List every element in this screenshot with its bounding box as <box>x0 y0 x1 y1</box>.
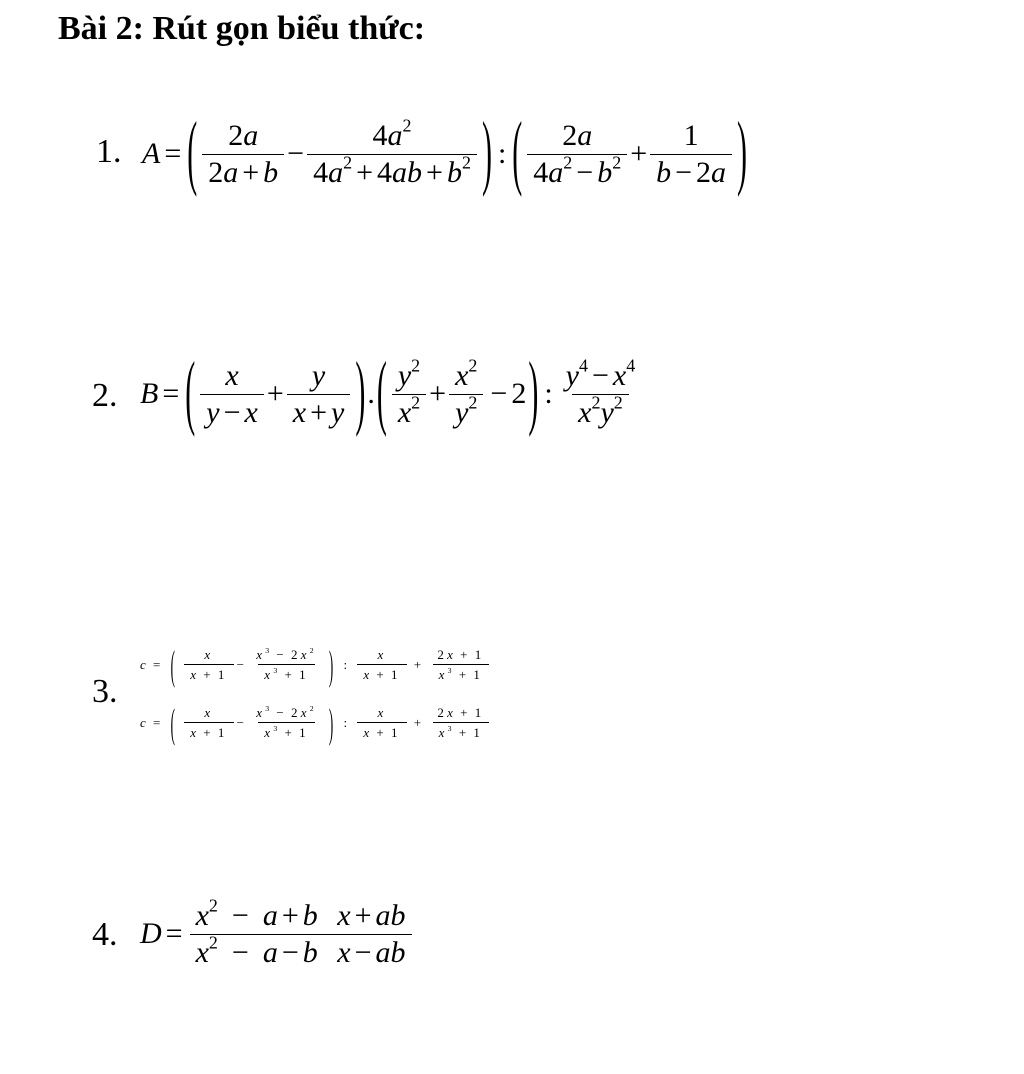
right-paren: ) <box>528 346 539 439</box>
problem-2-number: 2. <box>92 377 118 414</box>
fraction-y-over-x-plus-y: $\frac{y}{x + y}$ <box>287 361 351 428</box>
equals-sign: = <box>164 137 182 170</box>
variable-c-label: c <box>140 656 150 672</box>
plus-sign: + <box>413 656 425 672</box>
constant-two: 2 <box>511 377 527 410</box>
fraction-x2-over-y2: $\frac{x^2}{y^2}$ <box>449 361 483 428</box>
equals-sign: = <box>162 377 180 410</box>
fraction-2a-over-2a-plus-b: $\frac{2a}{2a + b}$ <box>202 121 284 188</box>
equals-sign: = <box>153 714 164 730</box>
minus-sign: − <box>490 377 508 410</box>
fraction-x-over-x-plus-1-second: $\frac{x}{x + 1}$ <box>357 706 406 739</box>
right-paren: ) <box>355 346 366 439</box>
left-paren: ( <box>170 640 179 688</box>
division-colon: : <box>343 714 351 730</box>
left-paren: ( <box>512 106 523 199</box>
problem-4-number: 4. <box>92 916 118 953</box>
fraction-1-over-b-minus-2a: $\frac{1}{b - 2a}$ <box>650 121 732 188</box>
fraction-x-over-x-plus-1: $\frac{x}{x + 1}$ <box>184 706 233 739</box>
fraction-4a2-over-trinomial: $\frac{4a^2}{4a^2 + 4ab + b^2}$ <box>307 121 477 188</box>
left-paren: ( <box>185 346 196 439</box>
fraction-2x-plus-1-over-x3-plus-1: $\frac{2x + 1}{x^3 + 1}$ <box>431 648 490 681</box>
left-paren: ( <box>376 346 387 439</box>
fraction-x3-minus-2x2-over-x3-plus-1: $\frac{x^3 - 2x^2}{x^3 + 1}$ <box>256 645 317 682</box>
fraction-2a-over-difference-of-squares: $\frac{2a}{4a^2 - b^2}$ <box>527 121 627 188</box>
fraction-x3-minus-2x2-over-x3-plus-1: $\frac{x^3 - 2x^2}{x^3 + 1}$ <box>256 703 317 740</box>
problem-4-expression <box>140 888 415 980</box>
fraction-y4-minus-x4-over-x2y2: $\frac{y^4 - x^4}{x^2y^2}$ <box>565 355 636 429</box>
plus-sign: + <box>630 137 648 170</box>
right-paren: ) <box>481 106 492 199</box>
variable-a-label: A <box>142 137 161 170</box>
fraction-2x-plus-1-over-x3-plus-1: $\frac{2x + 1}{x^3 + 1}$ <box>431 706 490 739</box>
division-colon: : <box>343 656 351 672</box>
variable-d-label: D <box>140 917 162 950</box>
division-colon: : <box>544 377 553 410</box>
multiply-dot: . <box>367 377 375 410</box>
left-paren: ( <box>187 106 198 199</box>
fraction-d-main: $\frac{x^2 - a + b x + ab}{x^2 - a - b x - ab}$ <box>190 901 412 968</box>
problem-3-expression-line-2 <box>140 698 493 746</box>
variable-c-label: c <box>140 714 150 730</box>
problem-3-number: 3. <box>92 673 118 710</box>
equals-sign: = <box>165 917 183 950</box>
plus-sign: + <box>429 377 447 410</box>
problem-1-number: 1. <box>96 133 122 170</box>
division-colon: : <box>497 137 507 170</box>
variable-b-label: B <box>140 377 159 410</box>
right-paren: ) <box>328 640 337 688</box>
minus-sign: − <box>236 656 248 672</box>
plus-sign: + <box>413 714 425 730</box>
exercise-title: Bài 2: Rút gọn biểu thức: <box>58 10 426 47</box>
left-paren: ( <box>170 698 179 746</box>
plus-sign: + <box>266 377 284 410</box>
right-paren: ) <box>328 698 337 746</box>
minus-sign: − <box>287 137 305 170</box>
fraction-x-over-y-minus-x: $\frac{x}{y - x}$ <box>200 361 264 428</box>
problem-1-expression <box>142 108 749 200</box>
fraction-x-over-x-plus-1: $\frac{x}{x + 1}$ <box>184 648 233 681</box>
fraction-x-over-x-plus-1-second: $\frac{x}{x + 1}$ <box>357 648 406 681</box>
minus-sign: − <box>236 714 248 730</box>
problem-3-expression-line-1 <box>140 640 493 688</box>
equals-sign: = <box>153 656 164 672</box>
fraction-y2-over-x2: $\frac{y^2}{x^2}$ <box>392 361 426 428</box>
problem-2-expression <box>140 348 644 440</box>
right-paren: ) <box>737 106 748 199</box>
